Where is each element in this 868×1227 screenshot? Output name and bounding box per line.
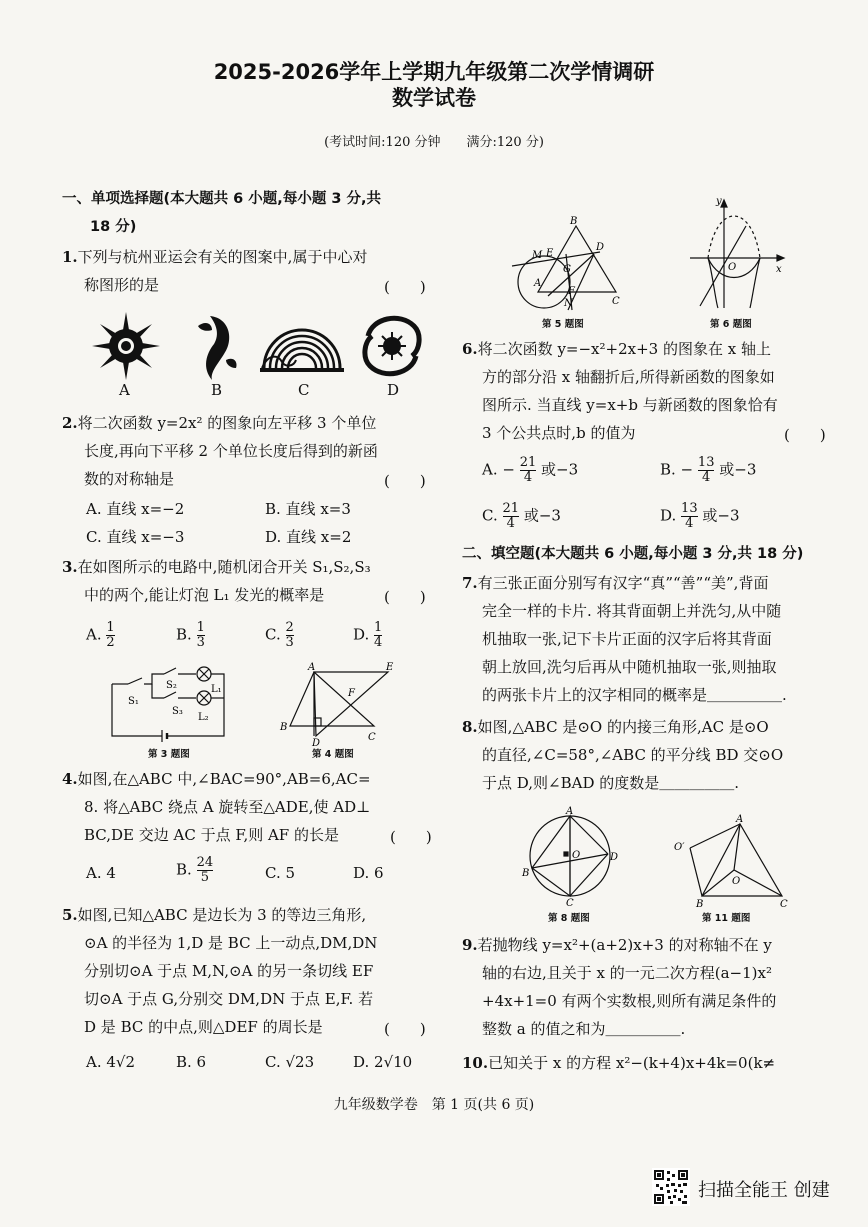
q6-line4: 3 个公共点时,b 的值为 (482, 424, 636, 442)
q3-option-d: D. $\frac{1}{4}$ (353, 620, 383, 650)
q3-option-b-fraction: $\frac{1}{3}$ (196, 620, 205, 650)
q1-number: 1. (62, 248, 78, 266)
q2-number: 2. (62, 414, 78, 432)
q4-number: 4. (62, 770, 78, 788)
q7-line3: 机抽取一张,记下卡片正面的汉字后将其背面 (482, 630, 772, 648)
q2-line1: 2.将二次函数 y=2x² 的图象向左平移 3 个单位 (62, 414, 377, 432)
q2-option-d: D. 直线 x=2 (265, 528, 352, 546)
q6-label-y: y (716, 196, 722, 207)
q5-label-d: D (596, 242, 605, 253)
q5-label-c: C (612, 296, 620, 307)
section1-heading: 一、单项选择题(本大题共 6 小题,每小题 3 分,共 (62, 191, 382, 207)
q7-line1: 7.有三张正面分别写有汉字“真”“善”“美”,背面 (462, 574, 769, 592)
q4-label-e: E (386, 662, 394, 673)
q4-option-b-fraction: $\frac{24}{5}$ (196, 855, 214, 885)
q2-option-c: C. 直线 x=−3 (86, 528, 185, 546)
q1-label-d: D (387, 381, 400, 399)
q4-triangle-diagram (276, 660, 406, 746)
q5-figure-caption: 第 5 题图 (542, 319, 584, 330)
q4-line1: 4.如图,在△ABC 中,∠BAC=90°,AB=6,AC= (62, 770, 371, 788)
q3-option-d-fraction: $\frac{1}{4}$ (374, 620, 383, 650)
q3-figure-caption: 第 3 题图 (148, 749, 190, 760)
q11-label-a: A (736, 814, 744, 825)
q3-answer-paren: ( ) (384, 588, 426, 606)
q1-label-a: A (119, 381, 130, 399)
q6-option-c: C. $\frac{21}{4}$ 或−3 (482, 501, 561, 531)
q5-line5: D 是 BC 的中点,则△DEF 的周长是 (84, 1018, 323, 1036)
q8-line1: 8.如图,△ABC 是⊙O 的内接三角形,AC 是⊙O (462, 718, 769, 736)
q3-label-s1: S₁ (128, 696, 139, 707)
q6-option-a-fraction: $\frac{21}{4}$ (519, 455, 537, 485)
q6-line2: 方的部分沿 x 轴翻折后,所得新函数的图象如 (482, 368, 775, 386)
q3-line2: 中的两个,能让灯泡 L₁ 发光的概率是 (84, 586, 325, 604)
q5-line3: 分别切⊙A 于点 M,N,⊙A 的另一条切线 EF (84, 962, 374, 980)
q1-line2: 称图形的是 (84, 276, 160, 294)
q3-circuit-diagram (106, 666, 238, 744)
q7-number: 7. (462, 574, 478, 592)
q5-label-f: F (568, 286, 575, 297)
q3-label-l1: L₁ (211, 684, 222, 695)
q6-option-d-fraction: $\frac{13}{4}$ (681, 501, 698, 531)
q6-option-a: A. − $\frac{21}{4}$ 或−3 (482, 455, 579, 485)
section2-heading: 二、填空题(本大题共 6 小题,每小题 3 分,共 18 分) (462, 546, 804, 562)
q5-label-n: N (564, 298, 573, 309)
q8-figure-caption: 第 8 题图 (548, 913, 590, 924)
q3-option-c-fraction: $\frac{2}{3}$ (285, 620, 294, 650)
q6-option-b-fraction: $\frac{13}{4}$ (697, 455, 715, 485)
q1-figures (86, 310, 446, 382)
scanner-watermark: 扫描全能王 创建 (698, 1180, 830, 1201)
q5-option-c: C. √23 (265, 1053, 315, 1071)
q3-line1: 3.在如图所示的电路中,随机闭合开关 S₁,S₂,S₃ (62, 558, 371, 576)
q1-label-b: B (211, 381, 223, 399)
q2-option-a: A. 直线 x=−2 (86, 500, 185, 518)
q8-label-o: O (572, 850, 581, 861)
q3-option-b: B. $\frac{1}{3}$ (176, 620, 205, 650)
q5-line4: 切⊙A 于点 G,分别交 DM,DN 于点 E,F. 若 (84, 990, 374, 1008)
q1-figure-b-dolphin-icon (198, 316, 237, 380)
q5-label-m: M (532, 250, 543, 261)
q5-answer-paren: ( ) (384, 1020, 426, 1038)
q8-line2: 的直径,∠C=58°,∠ABC 的平分线 BD 交⊙O (482, 746, 784, 764)
q3-label-l2: L₂ (198, 712, 209, 723)
q6-label-o: O (728, 262, 737, 273)
q6-line1: 6.将二次函数 y=−x²+2x+3 的图象在 x 轴上 (462, 340, 771, 358)
q4-option-b: B. $\frac{24}{5}$ (176, 855, 214, 885)
q5-label-b: B (570, 216, 578, 227)
q11-figure-caption: 第 11 题图 (702, 913, 751, 924)
exam-title: 2025-2026学年上学期九年级第二次学情调研 (213, 60, 655, 84)
q5-line1: 5.如图,已知△ABC 是边长为 3 的等边三角形, (62, 906, 367, 924)
q6-label-x: x (776, 264, 782, 275)
q5-number: 5. (62, 906, 78, 924)
q11-label-o: O (732, 876, 741, 887)
q6-option-b: B. − $\frac{13}{4}$ 或−3 (660, 455, 757, 485)
page-footer: 九年级数学卷 第 1 页(共 6 页) (333, 1097, 535, 1113)
q7-line5: 的两张卡片上的汉字相同的概率是＿＿＿＿＿. (482, 686, 787, 704)
q5-option-d: D. 2√10 (353, 1053, 413, 1071)
q3-label-s3: S₃ (172, 706, 183, 717)
q11-label-o1: O′ (674, 842, 685, 853)
q4-option-c: C. 5 (265, 864, 296, 882)
q9-line1: 9.若抛物线 y=x²+(a+2)x+3 的对称轴不在 y (462, 936, 772, 954)
q8-circle-diagram (518, 804, 622, 906)
q3-label-s2: S₂ (166, 680, 177, 691)
q4-option-d: D. 6 (353, 864, 384, 882)
q4-label-d: D (312, 738, 321, 746)
q4-line2: 8. 将△ABC 绕点 A 旋转至△ADE,使 AD⊥ (84, 798, 371, 816)
q6-line3: 图所示. 当直线 y=x+b 与新函数的图象恰有 (482, 396, 778, 414)
q4-figure-caption: 第 4 题图 (312, 749, 354, 760)
q4-option-a: A. 4 (86, 864, 116, 882)
q3-option-a-fraction: $\frac{1}{2}$ (106, 620, 115, 650)
q4-label-a: A (308, 662, 316, 673)
q2-answer-paren: ( ) (384, 472, 426, 490)
q11-label-b: B (696, 899, 704, 908)
q5-circle-triangle-diagram (508, 214, 626, 312)
exam-subject-title: 数学试卷 (392, 86, 476, 110)
q7-line4: 朝上放回,洗匀后再从中随机抽取一张,则抽取 (482, 658, 777, 676)
q11-label-c: C (780, 899, 788, 908)
q8-label-b: B (522, 868, 530, 879)
q8-label-d: D (610, 852, 619, 863)
q3-option-a: A. $\frac{1}{2}$ (86, 620, 115, 650)
q9-number: 9. (462, 936, 478, 954)
exam-time-info: (考试时间:120 分钟 满分:120 分) (324, 135, 544, 150)
q6-parabola-graph (686, 196, 786, 314)
q9-line3: +4x+1=0 有两个实数根,则所有满足条件的 (482, 992, 777, 1010)
q11-quadrilateral-diagram (668, 812, 794, 908)
q9-line4: 整数 a 的值之和为＿＿＿＿＿. (482, 1020, 686, 1038)
q5-label-g: G (563, 264, 571, 275)
q5-option-a: A. 4√2 (86, 1053, 136, 1071)
q10-number: 10. (462, 1054, 489, 1072)
q8-label-c: C (566, 898, 574, 906)
q1-line1: 1.下列与杭州亚运会有关的图案中,属于中心对 (62, 248, 368, 266)
q3-number: 3. (62, 558, 78, 576)
q1-answer-paren: ( ) (384, 278, 426, 296)
q2-line2: 长度,再向下平移 2 个单位长度后得到的新函 (84, 442, 378, 460)
q1-figure-c-wave-fan-icon (260, 330, 344, 372)
q4-label-c: C (368, 732, 376, 743)
q3-option-c: C. $\frac{2}{3}$ (265, 620, 294, 650)
q6-number: 6. (462, 340, 478, 358)
q2-option-b: B. 直线 x=3 (265, 500, 351, 518)
q6-option-c-fraction: $\frac{21}{4}$ (502, 501, 520, 531)
q5-label-a: A (534, 278, 542, 289)
q5-label-e: E (546, 248, 554, 259)
q5-line2: ⊙A 的半径为 1,D 是 BC 上一动点,DM,DN (84, 934, 378, 952)
q6-answer-paren: ( ) (784, 426, 826, 444)
q2-line3: 数的对称轴是 (84, 470, 175, 488)
q1-figure-d-swirl-circle-icon (365, 318, 419, 373)
q8-number: 8. (462, 718, 478, 736)
qr-code-icon (652, 1168, 690, 1206)
q4-label-b: B (280, 722, 288, 733)
q6-figure-caption: 第 6 题图 (710, 319, 752, 330)
q8-label-a: A (566, 806, 574, 817)
q1-label-c: C (298, 381, 310, 399)
q8-line3: 于点 D,则∠BAD 的度数是＿＿＿＿＿. (482, 774, 740, 792)
q7-line2: 完全一样的卡片. 将其背面朝上并洗匀,从中随 (482, 602, 782, 620)
section1-heading-cont: 18 分) (90, 219, 137, 235)
q6-option-d: D. $\frac{13}{4}$ 或−3 (660, 501, 740, 531)
q4-line3: BC,DE 交边 AC 于点 F,则 AF 的长是 (84, 826, 339, 844)
q4-answer-paren: ( ) (390, 828, 432, 846)
q10-line1: 10.已知关于 x 的方程 x²−(k+4)x+4k=0(k≠ (462, 1054, 776, 1072)
q4-label-f: F (348, 688, 355, 699)
q1-figure-a-sun-icon (92, 312, 160, 380)
q9-line2: 轴的右边,且关于 x 的一元二次方程(a−1)x² (482, 964, 772, 982)
q5-option-b: B. 6 (176, 1053, 207, 1071)
